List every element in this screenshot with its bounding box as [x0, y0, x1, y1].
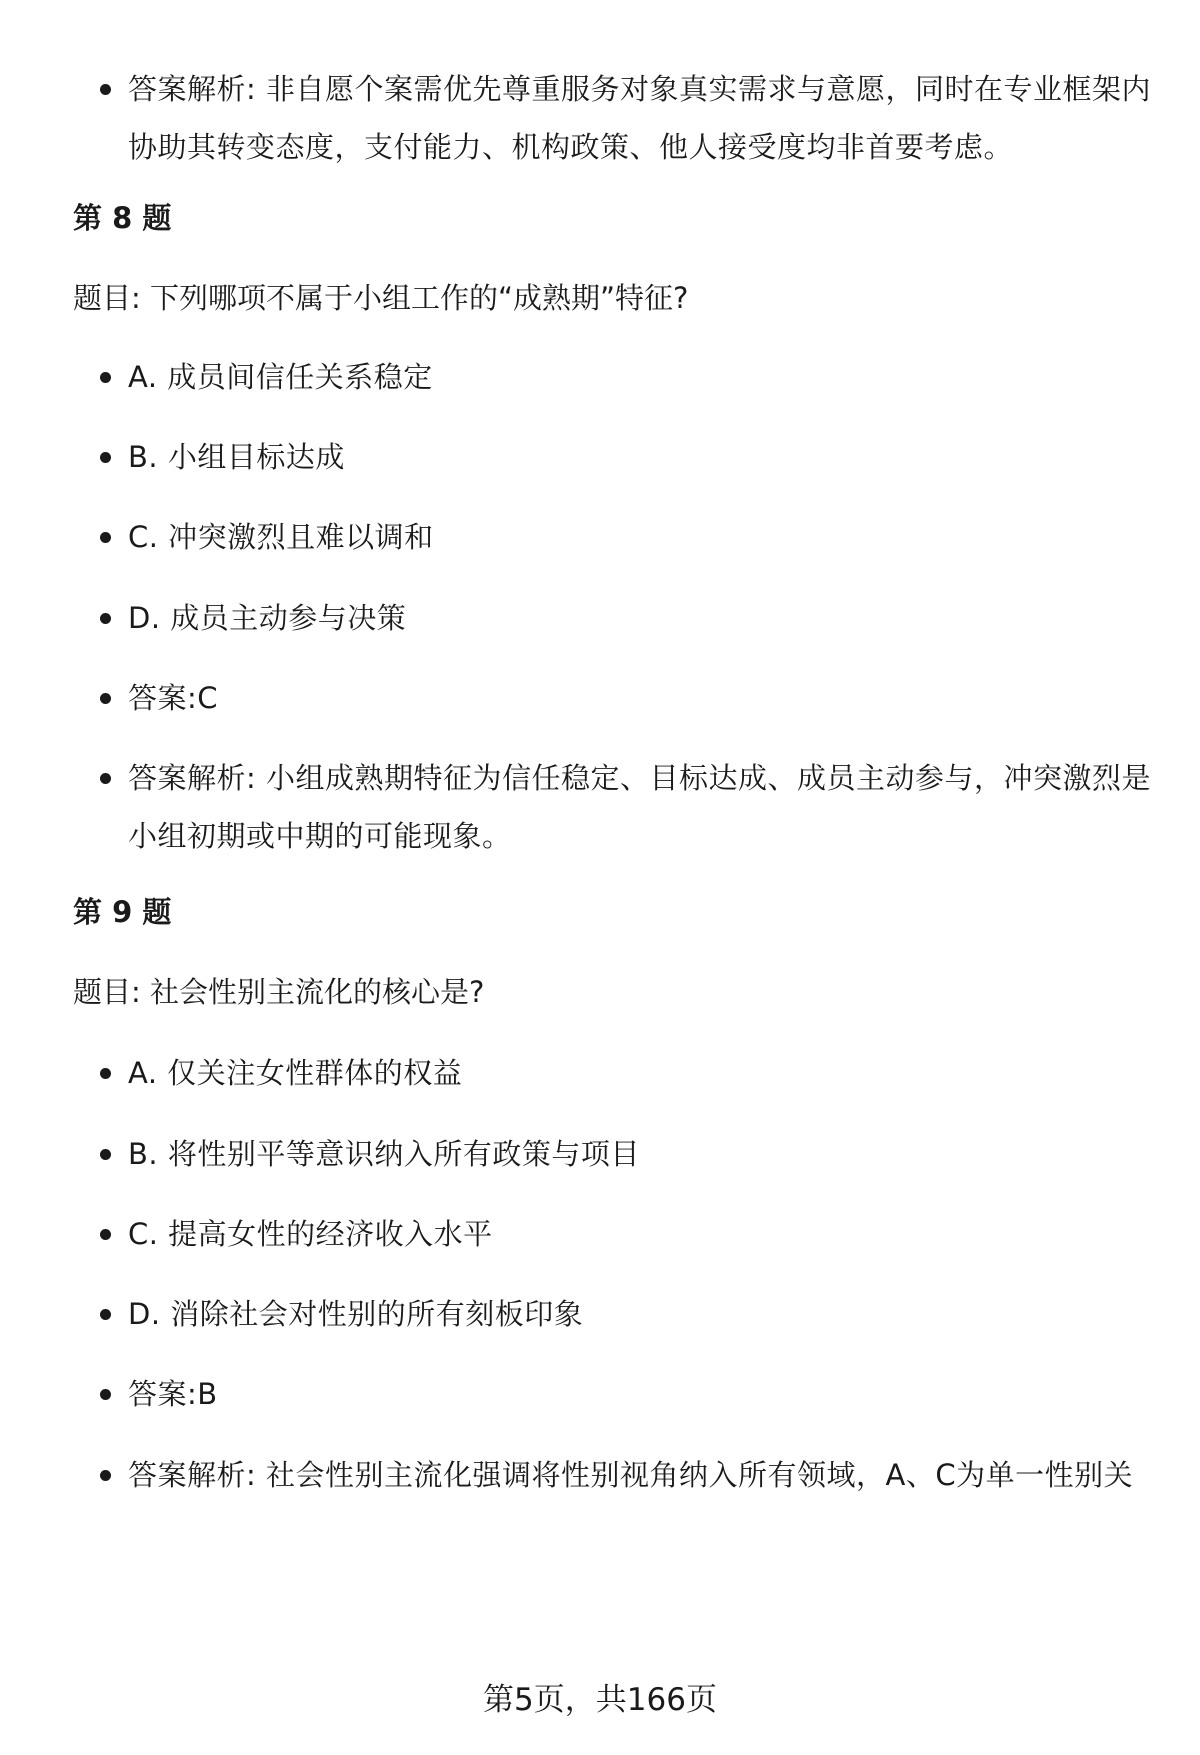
- option-a-q9: A. 仅关注女性群体的权益: [128, 1044, 1158, 1102]
- page-footer: 第5页，共166页: [483, 1682, 717, 1718]
- option-b-q8: B. 小组目标达成: [128, 428, 1158, 486]
- question-text-9: 题目: 社会性别主流化的核心是?: [73, 975, 485, 1009]
- option-a-q8: A. 成员间信任关系稳定: [128, 348, 1158, 406]
- question-heading-8: 第 8 题: [73, 201, 172, 235]
- option-c-q9: C. 提高女性的经济收入水平: [128, 1205, 1158, 1263]
- option-d-q8: D. 成员主动参与决策: [128, 589, 1158, 647]
- answer-explanation-q9: 答案解析: 社会性别主流化强调将性别视角纳入所有领域，A、C为单一性别关: [128, 1446, 1158, 1504]
- option-c-q8: C. 冲突激烈且难以调和: [128, 508, 1158, 566]
- question-text-8: 题目: 下列哪项不属于小组工作的“成熟期”特征?: [73, 281, 689, 315]
- question-heading-9: 第 9 题: [73, 895, 172, 929]
- option-d-q9: D. 消除社会对性别的所有刻板印象: [128, 1285, 1158, 1343]
- answer-q9: 答案:B: [128, 1365, 1158, 1423]
- answer-q8: 答案:C: [128, 669, 1158, 727]
- option-b-q9: B. 将性别平等意识纳入所有政策与项目: [128, 1125, 1158, 1183]
- answer-explanation-q7: 答案解析: 非自愿个案需优先尊重服务对象真实需求与意愿，同时在专业框架内协助其转变态度，支付能力、机构政策、他人接受度均非首要考虑。: [128, 60, 1158, 176]
- answer-explanation-q8: 答案解析: 小组成熟期特征为信任稳定、目标达成、成员主动参与，冲突激烈是小组初期或中期的可能现象。: [128, 749, 1158, 865]
